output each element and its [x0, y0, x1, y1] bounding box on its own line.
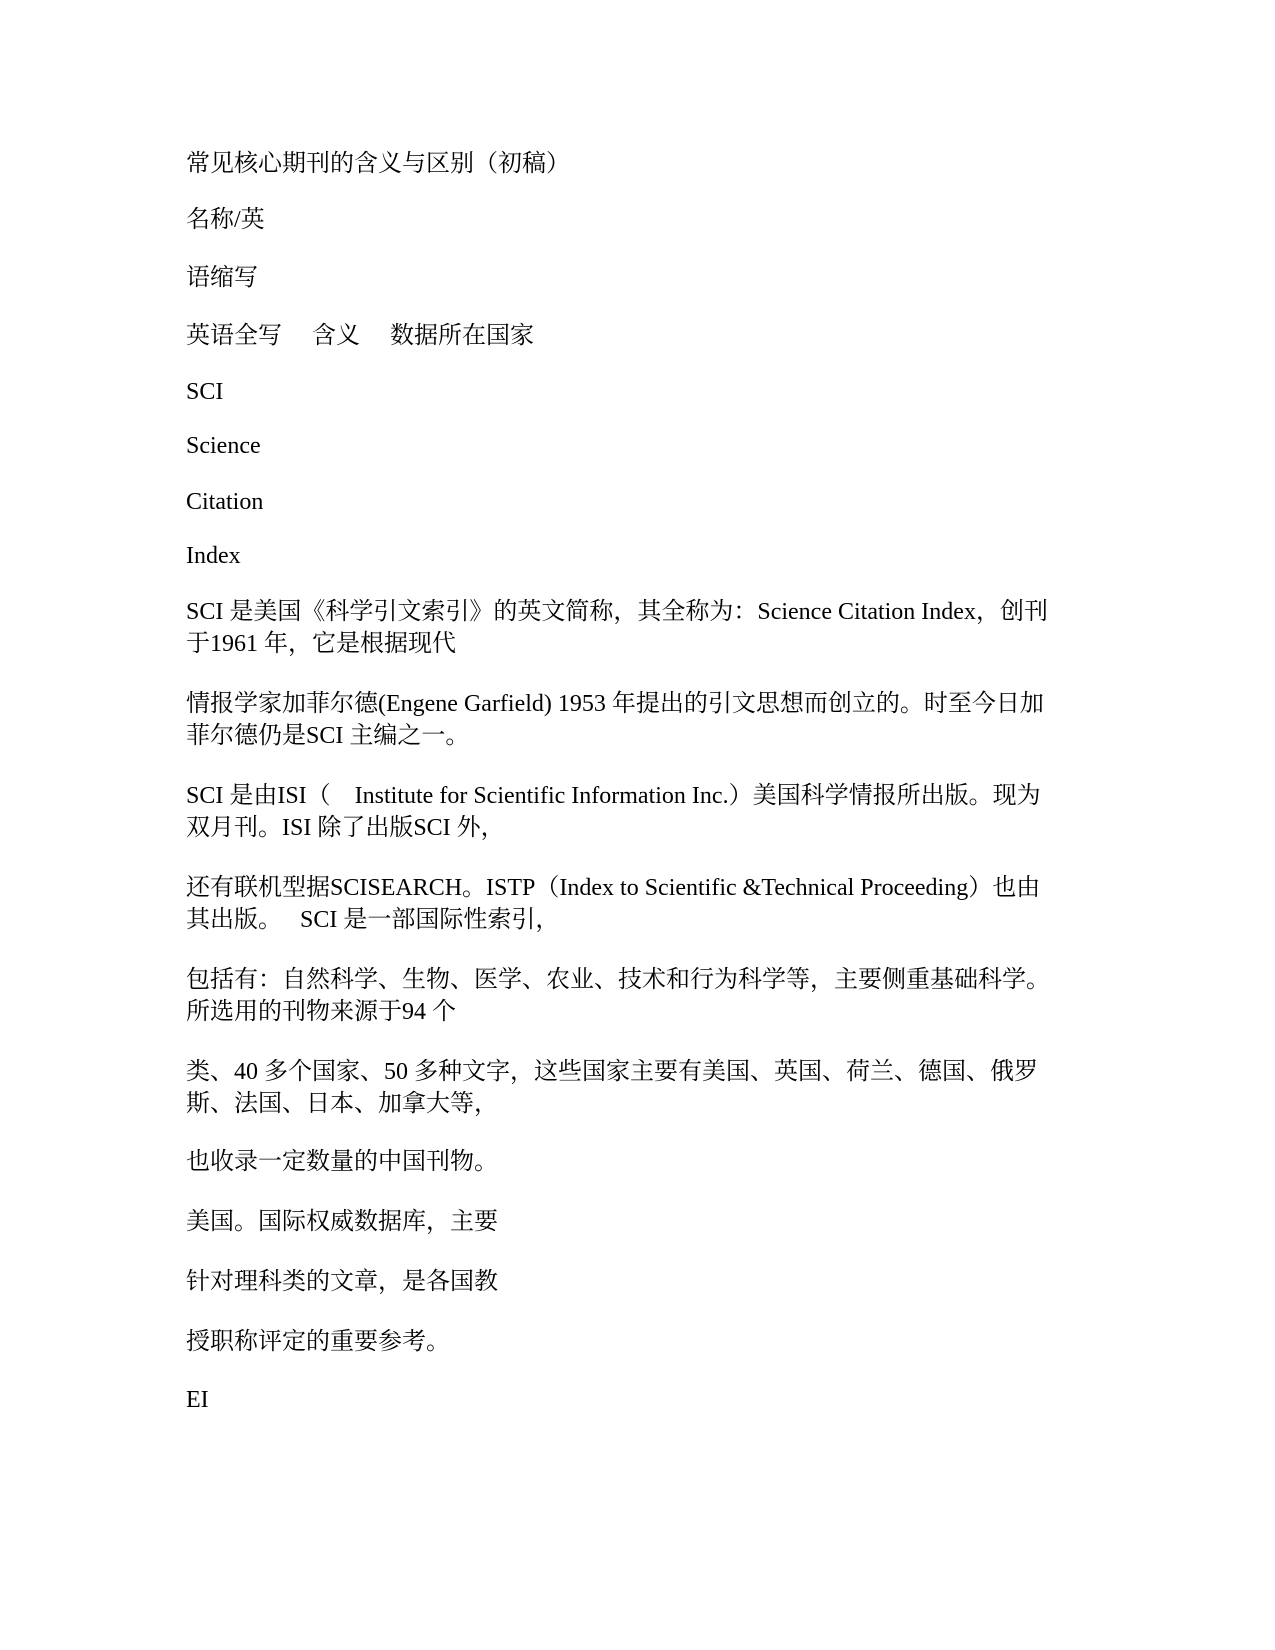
paragraph-line: 所选用的刊物来源于94 个	[186, 999, 456, 1025]
paragraph-line: 双月刊。ISI 除了出版SCI 外，	[186, 815, 505, 841]
text-line: Science	[186, 433, 261, 459]
text-line: 美国。国际权威数据库，主要	[186, 1209, 498, 1235]
paragraph-line: 情报学家加菲尔德(Engene Garfield) 1953 年提出的引文思想而创立的。时至今日加	[186, 691, 1044, 717]
paragraph	[186, 964, 1106, 1028]
paragraph-line: SCI 是由ISI（ Institute for Scientific Information Inc.）美国科学情报所出版。现为	[186, 783, 1041, 809]
text-line: Index	[186, 543, 241, 569]
paragraph	[186, 872, 1106, 936]
text-line: 英语全写 含义 数据所在国家	[186, 323, 534, 349]
text-line: 授职称评定的重要参考。	[186, 1329, 450, 1355]
text-line: 名称/英	[186, 207, 265, 233]
paragraph-line: 斯、法国、日本、加拿大等，	[186, 1091, 498, 1117]
text-line: Citation	[186, 489, 264, 515]
paragraph	[186, 596, 1106, 660]
paragraph-line: 还有联机型据SCISEARCH。ISTP（Index to Scientific &Technical Proceeding）也由	[186, 875, 1041, 901]
text-line: EI	[186, 1387, 209, 1413]
paragraph-line: 于1961 年，它是根据现代	[186, 631, 456, 657]
paragraph	[186, 1056, 1106, 1120]
paragraph-line: 其出版。 SCI 是一部国际性索引，	[186, 907, 560, 933]
paragraph-line: SCI 是美国《科学引文索引》的英文简称，其全称为：Science Citation Index，创刊	[186, 599, 1048, 625]
document-title: 常见核心期刊的含义与区别（初稿）	[186, 151, 570, 177]
paragraph-line: 类、40 多个国家、50 多种文字，这些国家主要有美国、英国、荷兰、德国、俄罗	[186, 1059, 1038, 1085]
text-line: 语缩写	[186, 265, 258, 291]
text-line: 也收录一定数量的中国刊物。	[186, 1149, 498, 1175]
paragraph	[186, 688, 1106, 752]
paragraph-line: 菲尔德仍是SCI 主编之一。	[186, 723, 470, 749]
text-line: SCI	[186, 379, 224, 405]
text-line: 针对理科类的文章，是各国教	[186, 1269, 498, 1295]
paragraph	[186, 780, 1106, 844]
paragraph-line: 包括有：自然科学、生物、医学、农业、技术和行为科学等，主要侧重基础科学。	[186, 967, 1050, 993]
